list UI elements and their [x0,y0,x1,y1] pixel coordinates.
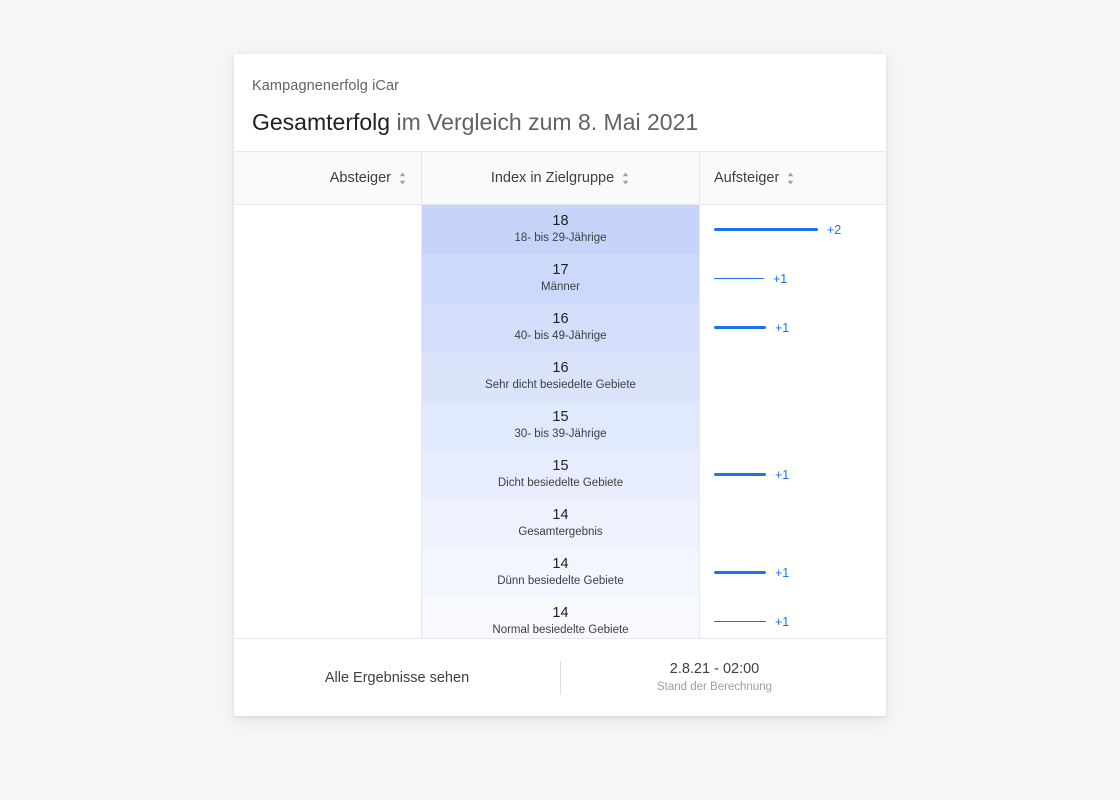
row-segment-label: Sehr dicht besiedelte Gebiete [485,379,636,391]
table-body [234,205,886,638]
row-segment-label: Dicht besiedelte Gebiete [497,477,624,489]
table-row[interactable] [422,499,699,548]
table-row[interactable] [422,548,699,597]
table-row[interactable] [422,597,699,638]
calculation-stamp [561,660,886,695]
row-segment-label: 18- bis 29-Jährige [514,232,607,244]
delta-bar [714,621,766,623]
aufsteiger-cell [700,303,886,352]
see-all-results-link[interactable]: Alle Ergebnisse sehen [324,669,470,686]
table-row[interactable] [422,352,699,401]
delta-value: +1 [773,271,788,286]
calculation-timestamp-label: Stand der Berechnung [656,681,773,693]
row-segment-label: Gesamtergebnis [518,526,603,538]
delta-value: +2 [827,222,842,237]
aufsteiger-cell [700,450,886,499]
report-card [234,54,886,716]
column-header-absteiger-label: Absteiger [329,170,391,186]
row-index-value: 14 [552,605,569,621]
column-header-aufsteiger-label: Aufsteiger [714,170,780,186]
sort-icon[interactable] [786,171,795,185]
aufsteiger-cell [700,597,886,638]
row-index-value: 16 [552,311,569,327]
index-column [422,205,700,638]
page-title [252,108,868,136]
row-index-value: 14 [552,507,569,523]
row-segment-label: Dünn besiedelte Gebiete [497,575,624,587]
row-segment-label: Normal besiedelte Gebiete [492,624,629,636]
delta-value: +1 [775,467,790,482]
delta-bar [714,278,764,280]
delta-value: +1 [775,320,790,335]
page-title-rest: im Vergleich zum 8. Mai 2021 [390,109,699,135]
table-row[interactable] [422,450,699,499]
aufsteiger-cell [700,499,886,548]
column-header-index-label: Index in Zielgruppe [490,170,615,186]
table-header-row [234,152,886,205]
table-row[interactable] [422,303,699,352]
card-header [234,54,886,152]
row-segment-label: Männer [541,281,580,293]
aufsteiger-cell [700,401,886,450]
delta-bar [714,326,766,329]
delta-value: +1 [775,565,790,580]
row-index-value: 16 [552,360,569,376]
row-segment-label: 40- bis 49-Jährige [514,330,607,342]
delta-bar [714,473,766,476]
sort-icon[interactable] [398,171,407,185]
delta-bar [714,228,818,231]
table-row[interactable] [422,254,699,303]
aufsteiger-cell [700,205,886,254]
column-header-aufsteiger[interactable] [700,152,886,204]
row-segment-label: 30- bis 39-Jährige [514,428,607,440]
column-header-index[interactable] [422,152,700,204]
aufsteiger-cell [700,254,886,303]
sort-icon[interactable] [621,171,630,185]
row-index-value: 18 [552,213,569,229]
delta-value: +1 [775,614,790,629]
row-index-value: 14 [552,556,569,572]
aufsteiger-column [700,205,886,638]
aufsteiger-cell [700,548,886,597]
delta-bar [714,571,766,574]
card-footer [234,638,886,716]
aufsteiger-cell [700,352,886,401]
table-row[interactable] [422,205,699,254]
card-eyebrow: Kampagnenerfolg iCar [252,78,400,94]
table-row[interactable] [422,401,699,450]
row-index-value: 15 [552,458,569,474]
absteiger-column [234,205,422,638]
column-header-absteiger[interactable] [234,152,422,204]
row-index-value: 15 [552,409,569,425]
row-index-value: 17 [552,262,569,278]
page-title-strong: Gesamterfolg [252,109,391,135]
calculation-timestamp: 2.8.21 - 02:00 [669,661,760,677]
